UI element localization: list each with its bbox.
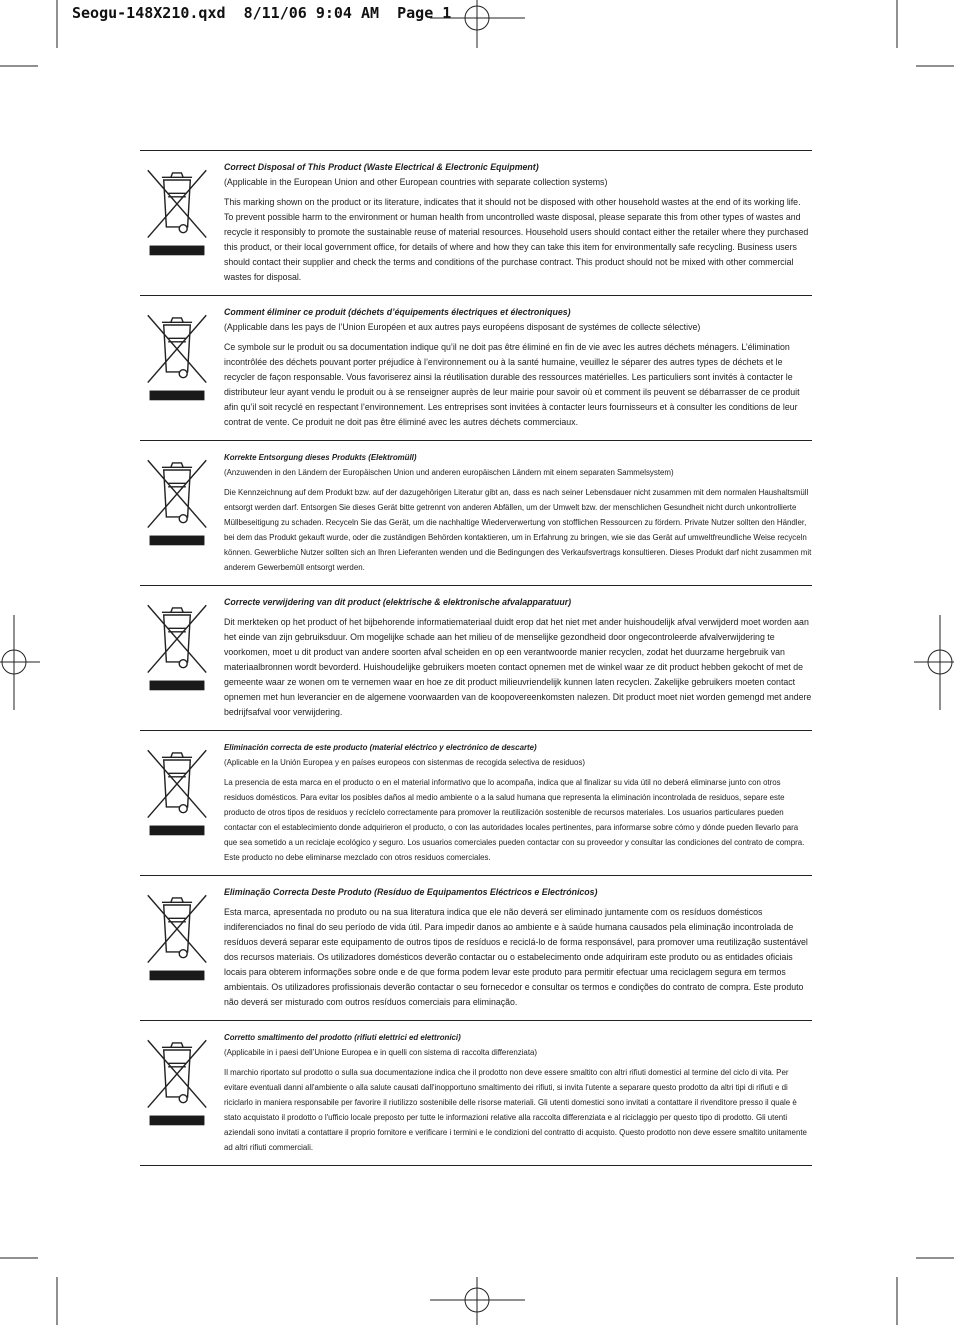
notice-subtitle: (Anzuwenden in den Ländern der Europäischen Union und anderen europäischen Ländern mit einem separaten Sammelsystem) bbox=[224, 468, 674, 477]
notice-body: Il marchio riportato sul prodotto o sulla sua documentazione indica che il prodotto non deve essere smaltito con altri rifiuti domestici al termine del ciclo di vita. Per evitare eventuali danni all'ambiente o alla salute causati dall'inopportuno smaltimento dei rifiuti, si invita l'utente a separare questo prodotto da altri tipi di rifiuti e di riciclarlo in maniera responsabile per favorire il riutilizzo sostenibile delle risorse materiali. Gli utenti domestici sono invitati a contattare il rivenditore presso il quale è stato acquistato il prodotto o l'ufficio locale preposto per tutte le informazioni relative alla raccolta differenziata e al riciclaggio per questo tipo di prodotto. Gli utenti aziendali sono invitati a contattare il proprio fornitore e verificare i termini e le condizioni del contratto di acquisto. Questo prodotto non deve essere smaltito unitamente ad altri rifiuti commerciali. bbox=[224, 1068, 807, 1152]
notice-portuguese bbox=[140, 876, 812, 1021]
crossed-out-wheelie-bin-icon bbox=[146, 596, 208, 696]
notice-title: Correct Disposal of This Product (Waste Electrical & Electronic Equipment) bbox=[224, 162, 539, 172]
notice-title: Eliminación correcta de este producto (material eléctrico y electrónico de descarte) bbox=[224, 743, 537, 752]
notice-body: Die Kennzeichnung auf dem Produkt bzw. auf der dazugehörigen Literatur gibt an, dass es nach seiner Lebensdauer nicht zusammen mit dem normalen Haushaltsmüll entsorgt werden darf. Entsorgen Sie dieses Gerät bitte getrennt von anderen Abfällen, um der Umwelt bzw. der menschlichen Gesundheit nicht durch unkontrollierte Müllbeseitigung zu schaden. Recyceln Sie das Gerät, um die nachhaltige Wiederverwertung von stofflichen Ressourcen zu fördern. Private Nutzer sollten den Händler, bei dem das Produkt gekauft wurde, oder die zuständigen Behörden kontaktieren, um in Erfahrung zu bringen, wie sie das Gerät auf umweltfreundliche Weise recyceln können. Gewerbliche Nutzer sollten sich an Ihren Lieferanten wenden und die Bedingungen des Verkaufsvertrags konsultieren. Dieses Produkt darf nicht zusammen mit anderem Gewerbemüll entsorgt werden. bbox=[224, 488, 812, 572]
notice-title: Korrekte Entsorgung dieses Produkts (Elektromüll) bbox=[224, 453, 417, 462]
notice-title: Corretto smaltimento del prodotto (rifiuti elettrici ed elettronici) bbox=[224, 1033, 461, 1042]
notice-title: Eliminação Correcta Deste Produto (Resíduo de Equipamentos Eléctricos e Electrónicos) bbox=[224, 887, 598, 897]
notice-subtitle: (Applicable in the European Union and other European countries with separate collection systems) bbox=[224, 177, 608, 187]
notice-body: This marking shown on the product or its literature, indicates that it should not be disposed with other household wastes at the end of its working life. To prevent possible harm to the environment or human health from uncontrolled waste disposal, please separate this from other types of wastes and recycle it responsibly to promote the sustainable reuse of material resources. Household users should contact either the retailer where they purchased this product, or their local government office, for details of where and how they can take this item for environmentally safe recycling. Business users should contact their supplier and check the terms and conditions of the purchase contract. This product should not be mixed with other commercial wastes for disposal. bbox=[224, 197, 809, 282]
notice-italian bbox=[140, 1021, 812, 1166]
crossed-out-wheelie-bin-icon bbox=[146, 741, 208, 841]
crossed-out-wheelie-bin-icon bbox=[146, 1031, 208, 1131]
crossed-out-wheelie-bin-icon bbox=[146, 886, 208, 986]
notice-subtitle: (Aplicable en la Unión Europea y en países europeos con sistenmas de recogida selectiva de residuos) bbox=[224, 758, 585, 767]
notice-french bbox=[140, 296, 812, 441]
crossed-out-wheelie-bin-icon bbox=[146, 306, 208, 406]
notice-subtitle: (Applicable dans les pays de l’Union Européen et aux autres pays européens disposant de systémes de collecte sélective) bbox=[224, 322, 701, 332]
notice-english bbox=[140, 151, 812, 296]
notice-title: Comment éliminer ce produit (déchets d’équipements électriques et électroniques) bbox=[224, 307, 571, 317]
notice-body: Dit merkteken op het product of het bijbehorende informatiemateriaal duidt erop dat het niet met ander huishoudelijk afval verwijderd moet worden aan het einde van zijn gebruiksduur. Om mogelijke schade aan het milieu of de menselijke gezondheid door ongecontroleerde afvalverwijdering te voorkomen, moet u dit product van andere soorten afval scheiden en op een verantwoorde manier recyclen, zodat het duurzame hergebruik van materiaalbronnen wordt bevorderd. Huishoudelijke gebruikers moeten contact opnemen met de winkel waar ze dit product hebben gekocht of met de gemeente waar ze wonen om te vernemen waar en hoe ze dit product milieuvriendelijk kunnen laten recyclen. Zakelijke gebruikers moeten contact opnemen met hun leverancier en de algemene voorwaarden van de koopovereenkomsten nalezen. Dit product moet niet worden gemengd met andere bedrijfsafval voor verwijdering. bbox=[224, 617, 812, 717]
crossed-out-wheelie-bin-icon bbox=[146, 161, 208, 261]
notice-body: Ce symbole sur le produit ou sa documentation indique qu’il ne doit pas être éliminé en fin de vie avec les autres déchets ménagers. L’élimination incontrôlée des déchets pouvant porter préjudice à l’environnement ou à la santé humaine, veuillez le séparer des autres types de déchets et le recycler de façon responsable. Vous favoriserez ainsi la réutilisation durable des ressources matérielles. Les particuliers sont invités à contacter le distributeur leur ayant vendu le produit ou à se renseigner auprès de leur mairie pour savoir où et comment ils peuvent se débarrasser de ce produit afin qu’il soit recyclé en respectant l’environnement. Les entreprises sont invitées à contacter leurs fournisseurs et à consulter les conditions de leur contrat de vente. Ce produit ne doit pas être éliminé avec les autres déchets commerciaux. bbox=[224, 342, 800, 427]
notice-spanish bbox=[140, 731, 812, 876]
notice-title: Correcte verwijdering van dit product (elektrische & elektronische afvalapparatuur) bbox=[224, 597, 572, 607]
crossed-out-wheelie-bin-icon bbox=[146, 451, 208, 551]
weee-disposal-notices bbox=[140, 150, 812, 1166]
file-slug-line: Seogu-148X210.qxd 8/11/06 9:04 AM Page 1 bbox=[72, 4, 452, 22]
notice-body: Esta marca, apresentada no produto ou na sua literatura indica que ele não deverá ser eliminado juntamente com os resíduos domésticos indiferenciados no final do seu período de vida útil. Para impedir danos ao ambiente e à saúde humana causados pela eliminação incontrolada de resíduos deverá separar este equipamento de outros tipos de resíduos e reciclá-lo de forma responsável, para promover uma reutilização sustentável dos recursos materiais. Os utilizadores domésticos deverão contactar ou o estabelecimento onde adquiriram este produto ou as entidades oficiais locais para obterem informações sobre onde e de que forma podem levar este produto para permitir efectuar uma reciclagem segura em termos ambientais. Os utilizadores profissionais deverão contactar o seu fornecedor e consultar os termos e condições do contrato de compra. Este produto não deverá ser misturado com outros resíduos comerciais para eliminação. bbox=[224, 907, 808, 1007]
notice-subtitle: (Applicabile in i paesi dell’Unione Europea e in quelli con sistema di raccolta differenziata) bbox=[224, 1048, 538, 1057]
notice-dutch bbox=[140, 586, 812, 731]
notice-german bbox=[140, 441, 812, 586]
notice-body: La presencia de esta marca en el producto o en el material informativo que lo acompaña, indica que al finalizar su vida útil no deberá eliminarse junto con otros residuos domésticos. Para evitar los posibles daños al medio ambiente o a la salud humana que representa la eliminación incontrolada de residuos, separe este producto de otros tipos de residuos y recíclelo correctamente para promover la reutilización sostenible de recursos materiales. Los usuarios particulares pueden contactar con el establecimiento donde adquirieron el producto, o con las autoridades locales pertinentes, para informarse sobre cómo y dónde pueden llevarlo para que sea sometido a un reciclaje ecológico y seguro. Los usuarios comerciales pueden contactar con su proveedor y consultar las condiciones del contrato de compra. Este producto no debe eliminarse mezclado con otros residuos comerciales. bbox=[224, 778, 805, 862]
